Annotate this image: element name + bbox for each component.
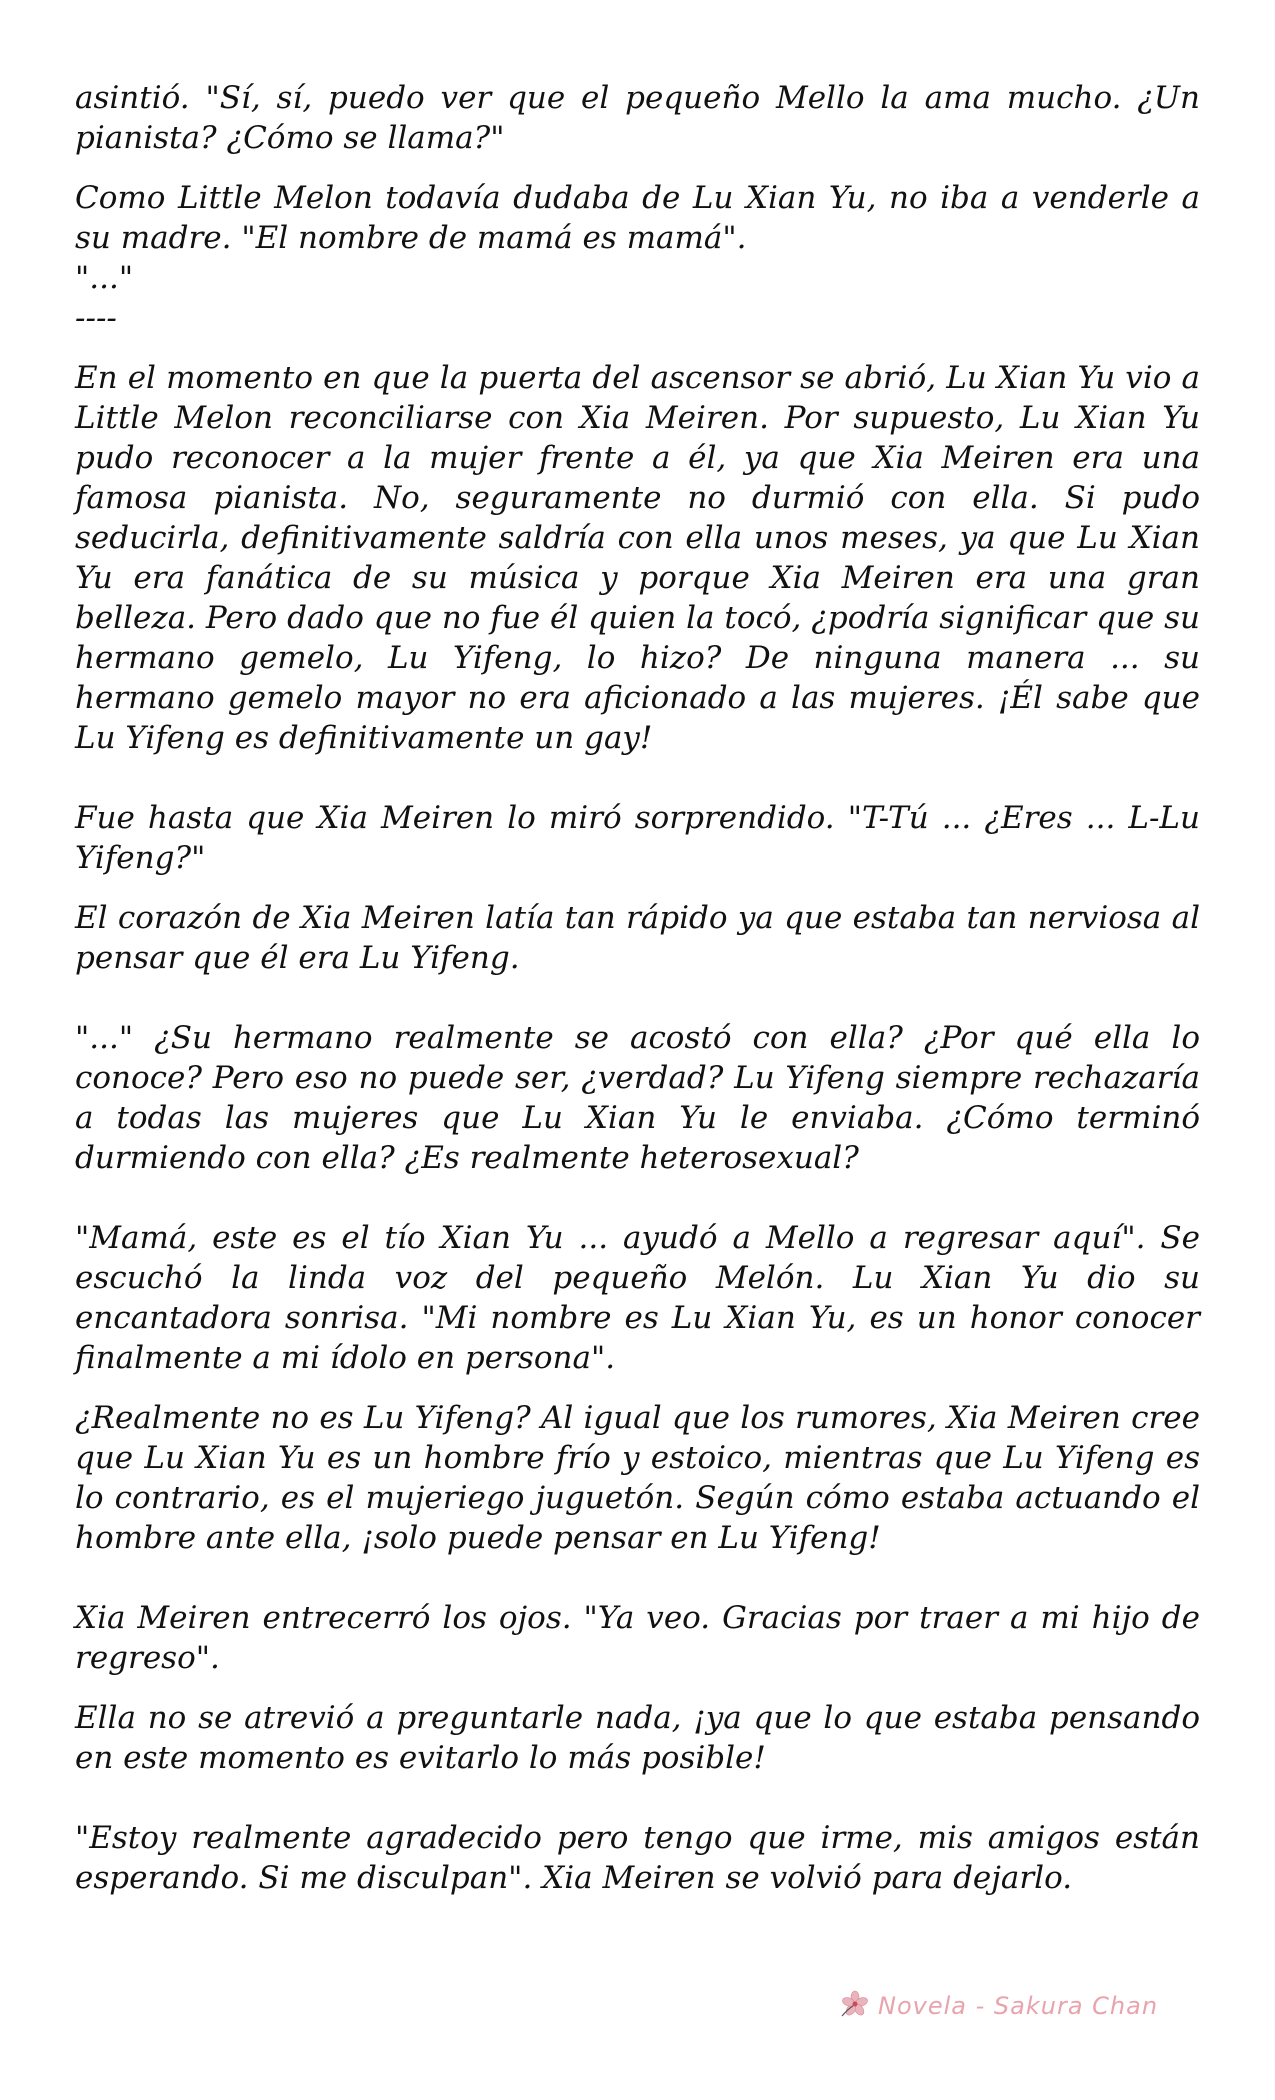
watermark bbox=[840, 1988, 1158, 2024]
paragraph-2-text: Como Little Melon todavía dudaba de Lu Xian Yu, no iba a venderle a su madre. "El nombre de mamá es mamá". bbox=[75, 180, 1200, 256]
paragraph-4: Fue hasta que Xia Meiren lo miró sorprendido. "T-Tú ... ¿Eres ... L-Lu Yifeng?" bbox=[75, 800, 1200, 876]
paragraph-10: Ella no se atrevió a preguntarle nada, ¡ya que lo que estaba pensando en este momento es evitarlo lo más posible! bbox=[75, 1700, 1200, 1776]
paragraph-3: En el momento en que la puerta del ascensor se abrió, Lu Xian Yu vio a Little Melon reconciliarse con Xia Meiren. Por supuesto, Lu Xian Yu pudo reconocer a la mujer frente a él, ya que Xia Meiren era una famosa pianista. No, seguramente no durmió con ella. Si pudo seducirla, definitivamente saldría con ella unos meses, ya que Lu Xian Yu era fanática de su música y porque Xia Meiren era una gran belleza. Pero dado que no fue él quien la tocó, ¿podría significar que su hermano gemelo, Lu Yifeng, lo hizo? De ninguna manera ... su hermano gemelo mayor no era aficionado a las mujeres. ¡Él sabe que Lu Yifeng es definitivamente un gay! bbox=[75, 360, 1200, 756]
document-body bbox=[75, 78, 1200, 1918]
paragraph-6: "..." ¿Su hermano realmente se acostó con ella? ¿Por qué ella lo conoce? Pero eso no puede ser, ¿verdad? Lu Yifeng siempre rechazaría a todas las mujeres que Lu Xian Yu le enviaba. ¿Cómo terminó durmiendo con ella? ¿Es realmente heterosexual? bbox=[75, 1020, 1200, 1176]
scene-separator: ---- bbox=[75, 300, 117, 336]
paragraph-9: Xia Meiren entrecerró los ojos. "Ya veo. Gracias por traer a mi hijo de regreso". bbox=[75, 1600, 1200, 1676]
sakura-flower-icon bbox=[840, 1989, 870, 2024]
watermark-text: Novela - Sakura Chan bbox=[878, 1992, 1159, 2020]
paragraph-2-ellipsis: "..." bbox=[75, 260, 134, 296]
paragraph-5: El corazón de Xia Meiren latía tan rápido ya que estaba tan nerviosa al pensar que él era Lu Yifeng. bbox=[75, 900, 1200, 976]
paragraph-7: "Mamá, este es el tío Xian Yu ... ayudó a Mello a regresar aquí". Se escuchó la linda voz del pequeño Melón. Lu Xian Yu dio su encantadora sonrisa. "Mi nombre es Lu Xian Yu, es un honor conocer finalmente a mi ídolo en persona". bbox=[75, 1220, 1200, 1376]
paragraph-11: "Estoy realmente agradecido pero tengo que irme, mis amigos están esperando. Si me disculpan". Xia Meiren se volvió para dejarlo. bbox=[75, 1820, 1200, 1896]
paragraph-2 bbox=[75, 178, 1200, 338]
paragraph-8: ¿Realmente no es Lu Yifeng? Al igual que los rumores, Xia Meiren cree que Lu Xian Yu es un hombre frío y estoico, mientras que Lu Yifeng es lo contrario, es el mujeriego juguetón. Según cómo estaba actuando el hombre ante ella, ¡solo puede pensar en Lu Yifeng! bbox=[75, 1400, 1200, 1556]
paragraph-1: asintió. "Sí, sí, puedo ver que el pequeño Mello la ama mucho. ¿Un pianista? ¿Cómo se llama?" bbox=[75, 80, 1200, 156]
